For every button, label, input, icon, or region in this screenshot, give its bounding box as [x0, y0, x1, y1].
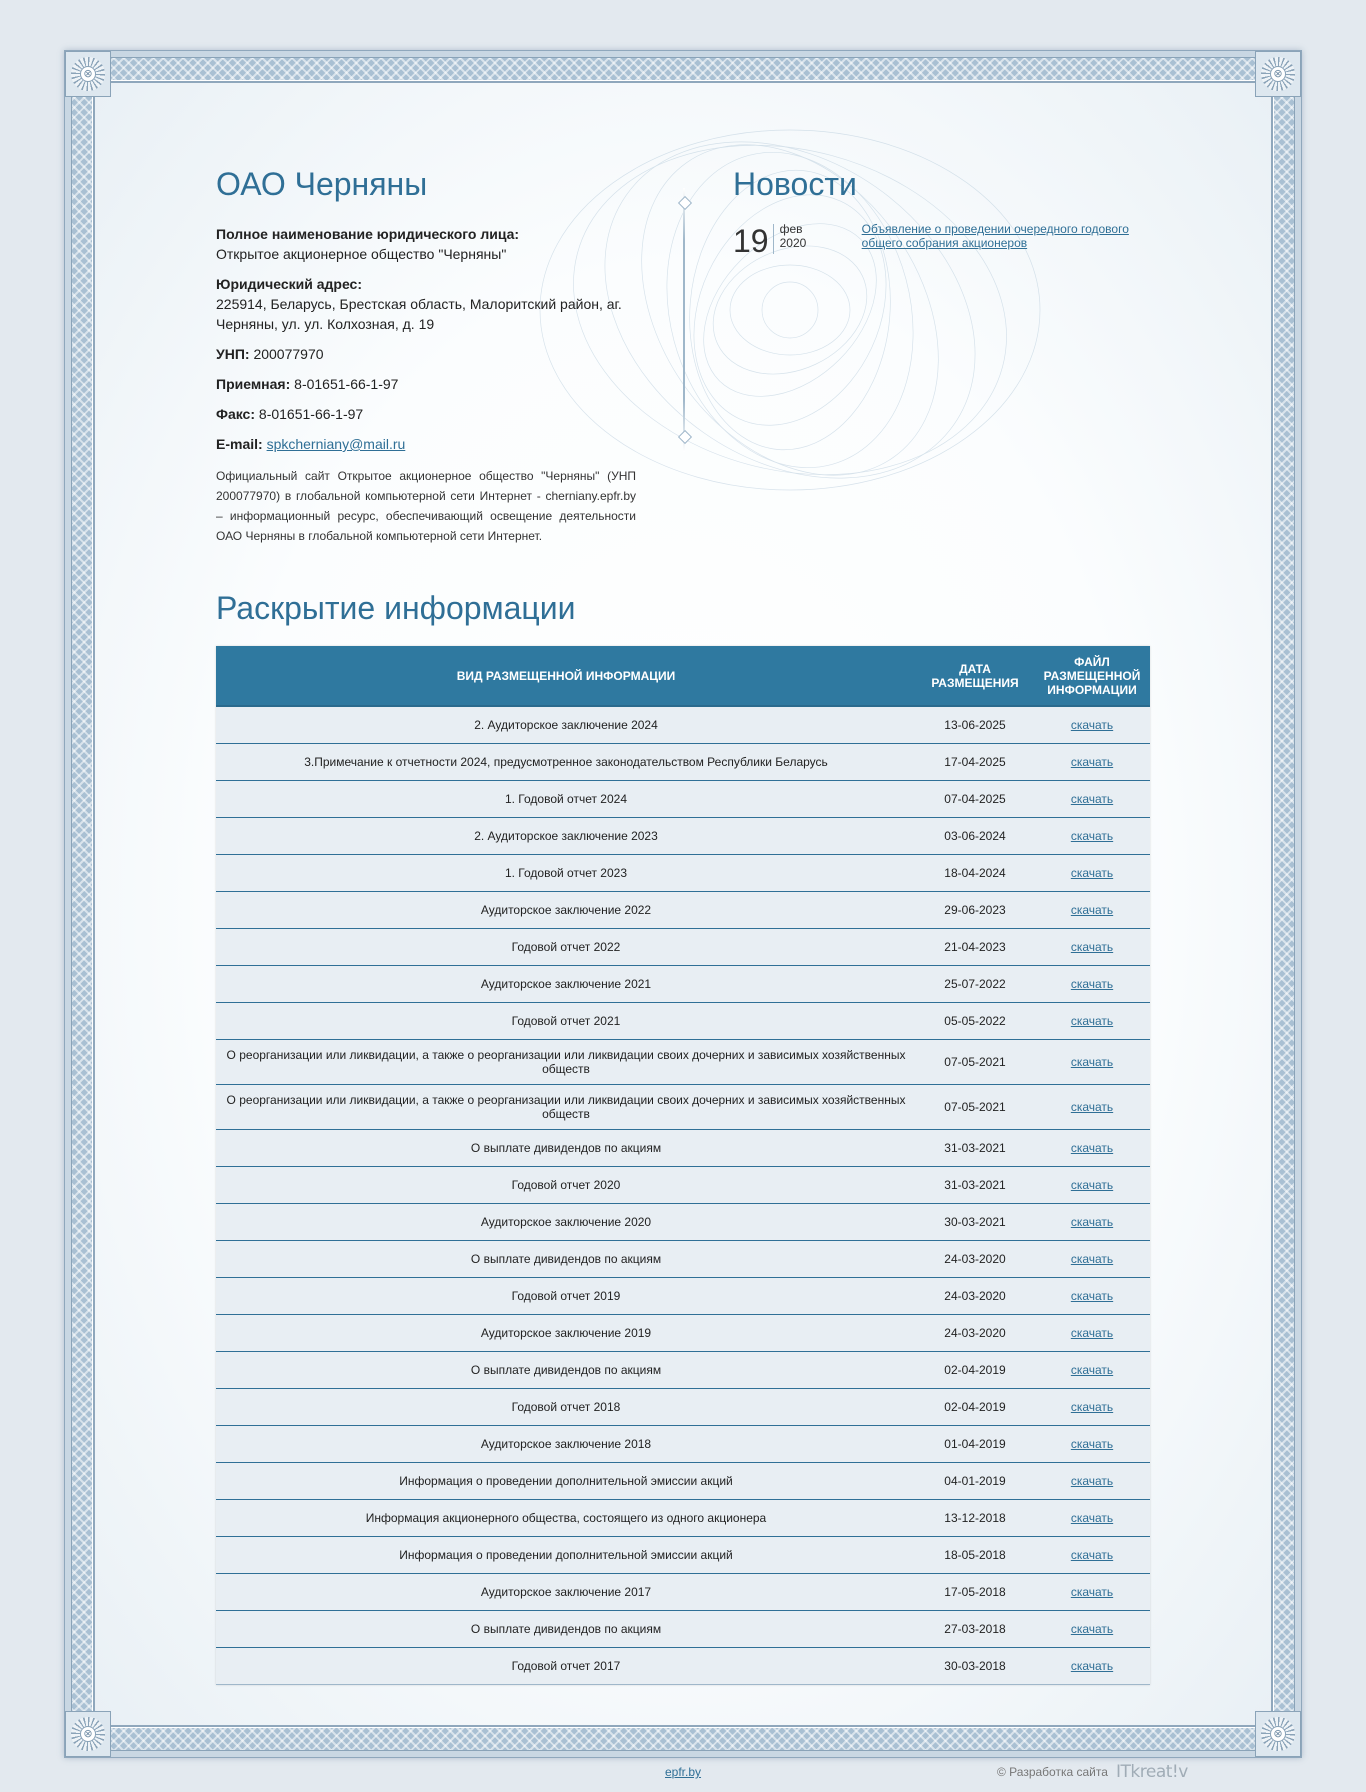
row-type: О выплате дивидендов по акциям [216, 1129, 916, 1166]
download-link[interactable]: скачать [1070, 1013, 1114, 1028]
row-type: Информация о проведении дополнительной эмиссии акций [216, 1462, 916, 1499]
fullname-block [216, 224, 636, 264]
disclosure-title: Раскрытие информации [216, 590, 576, 626]
row-date: 04-01-2019 [916, 1462, 1034, 1499]
download-link[interactable]: скачать [1070, 1362, 1114, 1377]
row-type: Годовой отчет 2019 [216, 1277, 916, 1314]
row-type: О выплате дивидендов по акциям [216, 1240, 916, 1277]
row-type: Годовой отчет 2018 [216, 1388, 916, 1425]
download-link[interactable]: скачать [1070, 1177, 1114, 1192]
fax-block [216, 404, 636, 424]
download-link[interactable]: скачать [1070, 1325, 1114, 1340]
address-block [216, 274, 636, 334]
row-date: 02-04-2019 [916, 1388, 1034, 1425]
row-date: 31-03-2021 [916, 1129, 1034, 1166]
row-date: 24-03-2020 [916, 1240, 1034, 1277]
download-link[interactable]: скачать [1070, 1510, 1114, 1525]
table-row [216, 1277, 1150, 1314]
email-link[interactable]: spkcherniany@mail.ru [266, 436, 406, 452]
news-month: фев [779, 222, 803, 236]
address-value: 225914, Беларусь, Брестская область, Малоритский район, аг. Черняны, ул. ул. Колхозная, д. 19 [216, 296, 622, 332]
download-link[interactable]: скачать [1070, 976, 1114, 991]
row-type: 2. Аудиторское заключение 2023 [216, 817, 916, 854]
news-title: Новости [733, 166, 857, 202]
header-type: ВИД РАЗМЕЩЕННОЙ ИНФОРМАЦИИ [216, 646, 916, 706]
table-row [216, 1499, 1150, 1536]
table-row [216, 817, 1150, 854]
table-row [216, 1002, 1150, 1039]
corner-rosette-icon: ⊗ [65, 1711, 111, 1757]
news-year: 2020 [779, 236, 807, 250]
table-row [216, 1573, 1150, 1610]
table-row [216, 965, 1150, 1002]
fax-value: 8-01651-66-1-97 [258, 406, 364, 422]
table-row [216, 1425, 1150, 1462]
news-day: 19 [733, 224, 774, 254]
row-type: Аудиторское заключение 2018 [216, 1425, 916, 1462]
table-row [216, 1647, 1150, 1684]
row-type: О выплате дивидендов по акциям [216, 1610, 916, 1647]
download-link[interactable]: скачать [1070, 865, 1114, 880]
corner-rosette-icon: ⊗ [65, 51, 111, 97]
fullname-label: Полное наименование юридического лица: [216, 226, 520, 242]
row-date: 25-07-2022 [916, 965, 1034, 1002]
fullname-value: Открытое акционерное общество "Черняны" [216, 246, 507, 262]
row-date: 02-04-2019 [916, 1351, 1034, 1388]
unp-value: 200077970 [253, 346, 324, 362]
site-description: Официальный сайт Открытое акционерное общество "Черняны" (УНП 200077970) в глобальной компьютерной сети Интернет - cherniany.epfr.by – информационный ресурс, обеспечивающий освещение деятельности ОАО Черняны в глобальной компьютерной сети Интернет. [216, 469, 636, 543]
corner-rosette-icon: ⊗ [1255, 1711, 1301, 1757]
table-row [216, 1039, 1150, 1084]
table-row [216, 1388, 1150, 1425]
row-date: 07-05-2021 [916, 1084, 1034, 1129]
news-item [733, 222, 1153, 259]
row-type: Информация акционерного общества, состоящего из одного акционера [216, 1499, 916, 1536]
download-link[interactable]: скачать [1070, 1547, 1114, 1562]
row-date: 30-03-2018 [916, 1647, 1034, 1684]
footer [0, 1762, 1366, 1792]
row-date: 24-03-2020 [916, 1277, 1034, 1314]
row-date: 07-04-2025 [916, 780, 1034, 817]
download-link[interactable]: скачать [1070, 1621, 1114, 1636]
row-date: 18-04-2024 [916, 854, 1034, 891]
table-row [216, 928, 1150, 965]
email-label: E-mail: [216, 436, 263, 452]
row-date: 31-03-2021 [916, 1166, 1034, 1203]
row-type: Аудиторское заключение 2022 [216, 891, 916, 928]
header-date: ДАТА РАЗМЕЩЕНИЯ [916, 646, 1034, 706]
row-type: Годовой отчет 2020 [216, 1166, 916, 1203]
reception-block [216, 374, 636, 394]
row-type: Годовой отчет 2021 [216, 1002, 916, 1039]
download-link[interactable]: скачать [1070, 1140, 1114, 1155]
table-row [216, 1314, 1150, 1351]
row-type: О реорганизации или ликвидации, а также о реорганизации или ликвидации своих дочерних и зависимых хозяйственных обществ [216, 1039, 916, 1084]
row-date: 03-06-2024 [916, 817, 1034, 854]
table-row [216, 706, 1150, 743]
download-link[interactable]: скачать [1070, 1399, 1114, 1414]
row-type: О реорганизации или ликвидации, а также о реорганизации или ликвидации своих дочерних и зависимых хозяйственных обществ [216, 1084, 916, 1129]
company-title: ОАО Черняны [216, 166, 428, 202]
row-type: 3.Примечание к отчетности 2024, предусмотренное законодательством Республики Беларусь [216, 743, 916, 780]
download-link[interactable]: скачать [1070, 828, 1114, 843]
download-link[interactable]: скачать [1070, 1288, 1114, 1303]
row-date: 17-05-2018 [916, 1573, 1034, 1610]
table-row [216, 1203, 1150, 1240]
row-type: Годовой отчет 2017 [216, 1647, 916, 1684]
row-date: 30-03-2021 [916, 1203, 1034, 1240]
table-row [216, 1084, 1150, 1129]
row-type: Годовой отчет 2022 [216, 928, 916, 965]
download-link[interactable]: скачать [1070, 1584, 1114, 1599]
row-type: 1. Годовой отчет 2023 [216, 854, 916, 891]
row-date: 29-06-2023 [916, 891, 1034, 928]
download-link[interactable]: скачать [1070, 717, 1114, 732]
row-type: Аудиторское заключение 2020 [216, 1203, 916, 1240]
table-row [216, 1536, 1150, 1573]
row-date: 24-03-2020 [916, 1314, 1034, 1351]
table-row [216, 1166, 1150, 1203]
download-link[interactable]: скачать [1070, 1658, 1114, 1673]
table-header-row [216, 646, 1150, 706]
download-link[interactable]: скачать [1070, 1214, 1114, 1229]
row-type: Аудиторское заключение 2017 [216, 1573, 916, 1610]
table-row [216, 854, 1150, 891]
developer-logo[interactable]: ITkreat!v [1116, 1762, 1188, 1782]
download-link[interactable]: скачать [1070, 939, 1114, 954]
row-date: 13-12-2018 [916, 1499, 1034, 1536]
download-link[interactable]: скачать [1070, 1099, 1114, 1114]
row-type: Аудиторское заключение 2019 [216, 1314, 916, 1351]
row-date: 05-05-2022 [916, 1002, 1034, 1039]
row-type: 1. Годовой отчет 2024 [216, 780, 916, 817]
table-row [216, 1129, 1150, 1166]
download-link[interactable]: скачать [1070, 1436, 1114, 1451]
reception-label: Приемная: [216, 376, 291, 392]
disclosure-table [216, 646, 1150, 1685]
table-row [216, 780, 1150, 817]
table-row [216, 1462, 1150, 1499]
row-date: 13-06-2025 [916, 706, 1034, 743]
corner-rosette-icon: ⊗ [1255, 51, 1301, 97]
unp-block [216, 344, 636, 364]
column-divider [683, 188, 685, 452]
reception-value: 8-01651-66-1-97 [294, 376, 399, 392]
table-row [216, 743, 1150, 780]
row-type: Информация о проведении дополнительной эмиссии акций [216, 1536, 916, 1573]
row-date: 27-03-2018 [916, 1610, 1034, 1647]
address-label: Юридический адрес: [216, 276, 362, 292]
email-block [216, 434, 636, 454]
fax-label: Факс: [216, 406, 256, 422]
company-info [216, 224, 636, 546]
news-date [774, 222, 820, 254]
download-link[interactable]: скачать [1070, 1473, 1114, 1488]
news-link[interactable]: Объявление о проведении очередного годового общего собрания акционеров [861, 222, 1129, 250]
table-row [216, 1240, 1150, 1277]
table-row [216, 1351, 1150, 1388]
table-row [216, 891, 1150, 928]
row-type: 2. Аудиторское заключение 2024 [216, 706, 916, 743]
download-link[interactable]: скачать [1070, 1251, 1114, 1266]
download-link[interactable]: скачать [1070, 754, 1114, 769]
developer-credit: © Разработка сайта [997, 1765, 1108, 1779]
row-date: 01-04-2019 [916, 1425, 1034, 1462]
row-type: О выплате дивидендов по акциям [216, 1351, 916, 1388]
download-link[interactable]: скачать [1070, 791, 1114, 806]
download-link[interactable]: скачать [1070, 902, 1114, 917]
disclosure-table-body [216, 706, 1150, 1684]
row-date: 17-04-2025 [916, 743, 1034, 780]
download-link[interactable]: скачать [1070, 1054, 1114, 1069]
footer-site-link[interactable]: epfr.by [665, 1765, 702, 1779]
unp-label: УНП: [216, 346, 250, 362]
row-date: 18-05-2018 [916, 1536, 1034, 1573]
row-type: Аудиторское заключение 2021 [216, 965, 916, 1002]
table-row [216, 1610, 1150, 1647]
row-date: 07-05-2021 [916, 1039, 1034, 1084]
header-file: ФАЙЛ РАЗМЕЩЕННОЙ ИНФОРМАЦИИ [1034, 646, 1150, 706]
row-date: 21-04-2023 [916, 928, 1034, 965]
